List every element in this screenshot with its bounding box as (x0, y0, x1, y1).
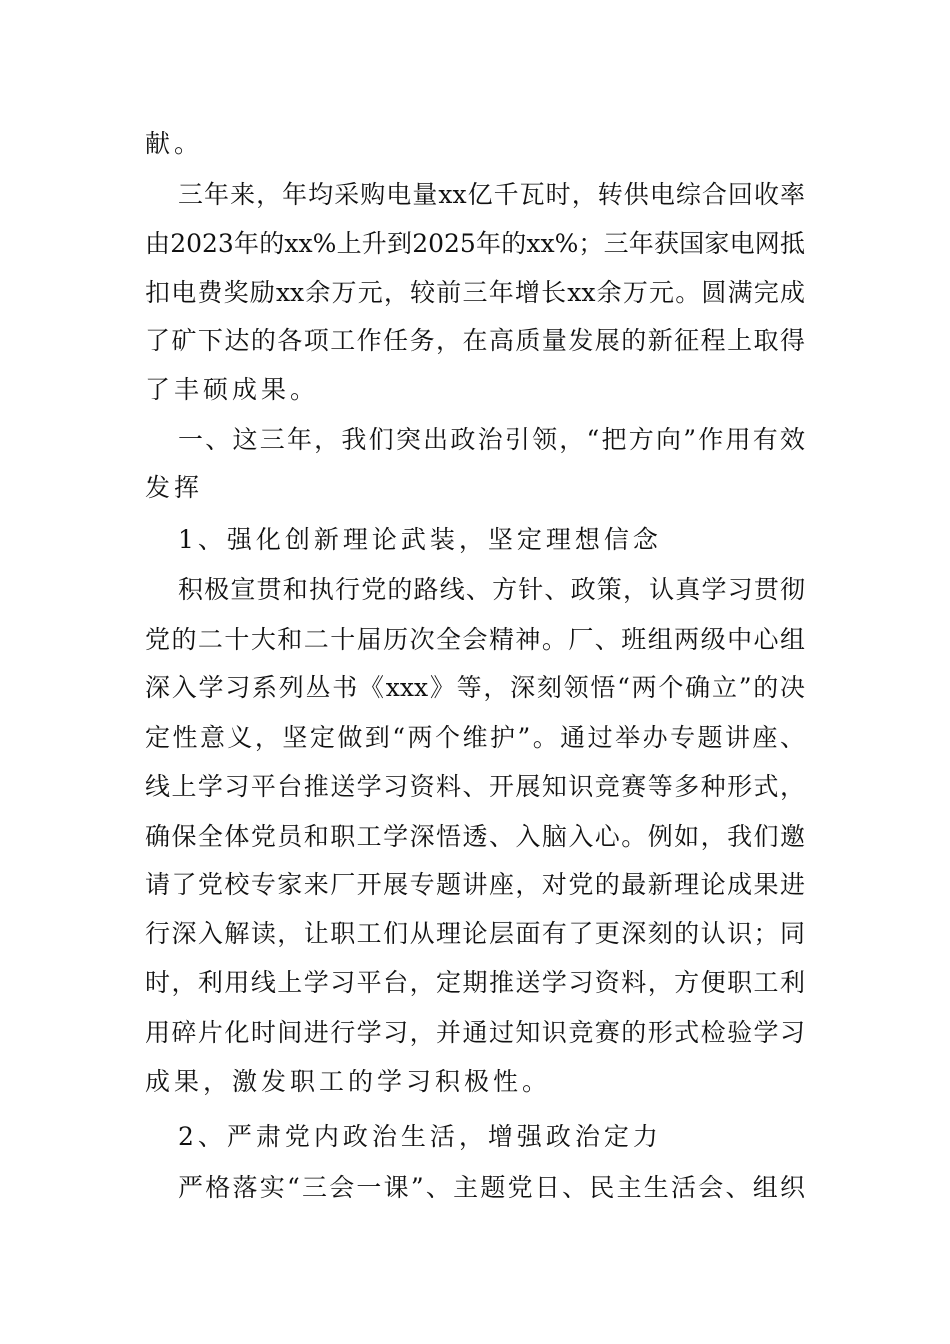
text-line: 行深入解读，让职工们从理论层面有了更深刻的认识；同 (145, 919, 805, 948)
text-line: 深入学习系列丛书《xxx》等，深刻领悟“两个确立”的决 (145, 673, 805, 702)
text-line: 一、这三年，我们突出政治引领，“把方向”作用有效 (178, 425, 805, 454)
text-line: 献。 (145, 129, 204, 158)
text-line: 由2023年的xx%上升到2025年的xx%；三年获国家电网抵 (145, 229, 805, 258)
text-line: 时，利用线上学习平台，定期推送学习资料，方便职工利 (145, 968, 805, 997)
text-line: 定性意义，坚定做到“两个维护”。通过举办专题讲座、 (145, 723, 805, 752)
text-line: 线上学习平台推送学习资料、开展知识竞赛等多种形式， (145, 772, 805, 801)
text-line: 了矿下达的各项工作任务，在高质量发展的新征程上取得 (145, 326, 805, 355)
text-line: 党的二十大和二十届历次全会精神。厂、班组两级中心组 (145, 625, 805, 654)
text-line: 发挥 (145, 473, 204, 502)
text-line: 1、强化创新理论武装，坚定理想信念 (178, 525, 662, 554)
text-line: 严格落实“三会一课”、主题党日、民主生活会、组织 (178, 1173, 805, 1202)
text-line: 扣电费奖励xx余万元，较前三年增长xx余万元。圆满完成 (145, 278, 805, 307)
text-line: 三年来，年均采购电量xx亿千瓦时，转供电综合回收率 (178, 180, 805, 209)
text-line: 2、严肃党内政治生活，增强政治定力 (178, 1122, 662, 1151)
text-line: 请了党校专家来厂开展专题讲座，对党的最新理论成果进 (145, 870, 805, 899)
text-line: 确保全体党员和职工学深悟透、入脑入心。例如，我们邀 (145, 822, 805, 851)
text-line: 成果，激发职工的学习积极性。 (145, 1067, 552, 1096)
text-line: 了丰硕成果。 (145, 375, 320, 404)
text-line: 积极宣贯和执行党的路线、方针、政策，认真学习贯彻 (178, 575, 805, 604)
text-line: 用碎片化时间进行学习，并通过知识竞赛的形式检验学习 (145, 1018, 805, 1047)
